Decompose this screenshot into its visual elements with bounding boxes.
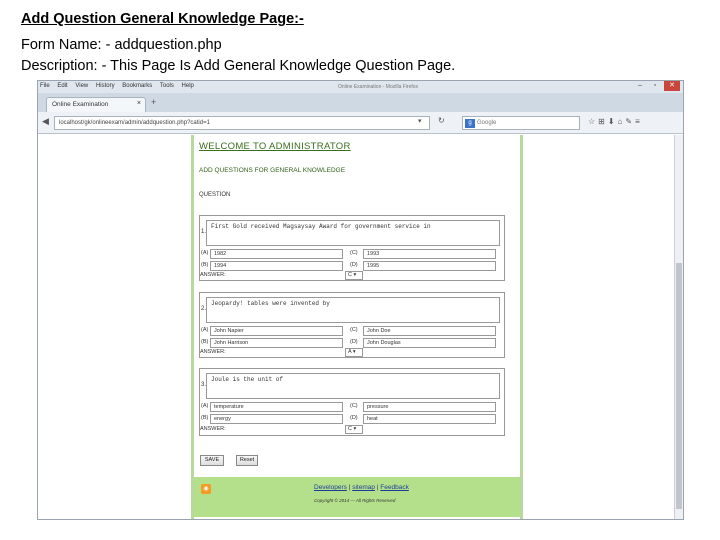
- option-a-label: (A): [201, 403, 209, 409]
- option-d-input[interactable]: 1995: [363, 261, 496, 271]
- toolbar-icons[interactable]: ☆⊞⬇⌂✎≡: [588, 117, 643, 126]
- page-subtitle: ADD QUESTIONS FOR GENERAL KNOWLEDGE: [199, 167, 346, 174]
- tab-bar: [38, 93, 683, 112]
- answer-select[interactable]: C ▾: [345, 425, 363, 434]
- option-c-input[interactable]: pressure: [363, 402, 496, 412]
- answer-label: ANSWER:: [200, 426, 226, 432]
- search-input[interactable]: g Google: [462, 116, 580, 130]
- option-b-label: (B): [201, 262, 209, 268]
- option-d-label: (D): [350, 415, 358, 421]
- option-row: [200, 325, 504, 337]
- answer-label: ANSWER:: [200, 272, 226, 278]
- welcome-heading: WELCOME TO ADMINISTRATOR: [199, 141, 351, 152]
- answer-select[interactable]: A ▾: [345, 348, 363, 357]
- option-a-label: (A): [201, 327, 209, 333]
- answer-select[interactable]: C ▾: [345, 271, 363, 280]
- option-a-input[interactable]: temperature: [210, 402, 343, 412]
- option-b-label: (B): [201, 415, 209, 421]
- question-number: 1.: [201, 229, 207, 235]
- question-block-1: [199, 215, 505, 281]
- reset-button[interactable]: Reset: [236, 455, 258, 466]
- footer-link-feedback[interactable]: Feedback: [380, 484, 409, 491]
- minimize-icon[interactable]: –: [638, 82, 642, 89]
- menu-file[interactable]: File: [40, 83, 50, 89]
- page-footer: [194, 477, 520, 517]
- maximize-icon[interactable]: ▫: [653, 82, 657, 89]
- footer-link-sitemap[interactable]: sitemap: [352, 484, 375, 491]
- tab-close-icon[interactable]: ×: [136, 100, 141, 107]
- save-button[interactable]: SAVE: [200, 455, 224, 466]
- footer-link-developers[interactable]: Developers: [314, 484, 347, 491]
- option-row: [200, 248, 504, 260]
- option-b-input[interactable]: energy: [210, 414, 343, 424]
- menu-help[interactable]: Help: [181, 83, 194, 89]
- dropdown-icon[interactable]: ▾: [418, 118, 422, 125]
- option-a-input[interactable]: 1982: [210, 249, 343, 259]
- option-d-label: (D): [350, 262, 358, 268]
- close-icon[interactable]: ✕: [664, 81, 680, 91]
- copyright-text: Copyright © 2014 — All Rights Reserved: [314, 498, 396, 503]
- question-label: QUESTION: [199, 192, 231, 198]
- option-b-input[interactable]: John Harrison: [210, 338, 343, 348]
- rss-icon[interactable]: ◉: [201, 484, 211, 494]
- doc-form-name: Form Name: - addquestion.php: [21, 37, 222, 53]
- option-d-label: (D): [350, 339, 358, 345]
- question-number: 2.: [201, 306, 207, 312]
- question-block-2: [199, 292, 505, 358]
- admin-page: [191, 135, 523, 519]
- option-row: [200, 413, 504, 425]
- menu-bookmarks[interactable]: Bookmarks: [122, 83, 153, 89]
- option-c-label: (C): [350, 327, 358, 333]
- question-textarea[interactable]: First Gold received Magsaysay Award for government service in: [206, 220, 500, 246]
- option-d-input[interactable]: John Douglas: [363, 338, 496, 348]
- option-c-input[interactable]: 1993: [363, 249, 496, 259]
- doc-title: Add Question General Knowledge Page:-: [21, 11, 304, 27]
- option-b-input[interactable]: 1994: [210, 261, 343, 271]
- page-viewport: [38, 135, 675, 519]
- menu-tools[interactable]: Tools: [159, 83, 174, 89]
- option-a-input[interactable]: John Napier: [210, 326, 343, 336]
- option-c-label: (C): [350, 250, 358, 256]
- doc-description: Description: - This Page Is Add General Knowledge Question Page.: [21, 58, 456, 74]
- question-textarea[interactable]: Jeopardy! tables were invented by: [206, 297, 500, 323]
- browser-screenshot: [37, 80, 684, 520]
- nav-bar: [38, 112, 683, 134]
- menu-history[interactable]: History: [95, 83, 115, 89]
- question-block-3: [199, 368, 505, 436]
- new-tab-icon[interactable]: +: [151, 97, 157, 107]
- window-controls: [634, 81, 680, 91]
- question-textarea[interactable]: Joule is the unit of: [206, 373, 500, 399]
- vertical-scrollbar[interactable]: [674, 135, 683, 519]
- reload-icon[interactable]: ↻: [438, 116, 445, 125]
- back-icon[interactable]: ◀: [42, 116, 49, 126]
- search-engine-icon[interactable]: g: [465, 119, 475, 128]
- option-row: [200, 401, 504, 413]
- url-bar[interactable]: localhost/gk/onlineexam/admin/addquestion.php?catid=1: [54, 116, 430, 130]
- footer-links: Developers | sitemap | Feedback: [314, 484, 409, 491]
- option-c-input[interactable]: John Doe: [363, 326, 496, 336]
- tab-online-exam[interactable]: [46, 97, 146, 112]
- option-d-input[interactable]: heat: [363, 414, 496, 424]
- scrollbar-thumb[interactable]: [676, 263, 682, 509]
- question-number: 3.: [201, 382, 207, 388]
- option-a-label: (A): [201, 250, 209, 256]
- answer-label: ANSWER:: [200, 349, 226, 355]
- option-b-label: (B): [201, 339, 209, 345]
- tab-label: Online Examination: [52, 101, 109, 108]
- window-title: Online Examination - Mozilla Firefox: [338, 84, 419, 90]
- menu-edit[interactable]: Edit: [57, 83, 68, 89]
- option-c-label: (C): [350, 403, 358, 409]
- menu-view[interactable]: View: [75, 83, 89, 89]
